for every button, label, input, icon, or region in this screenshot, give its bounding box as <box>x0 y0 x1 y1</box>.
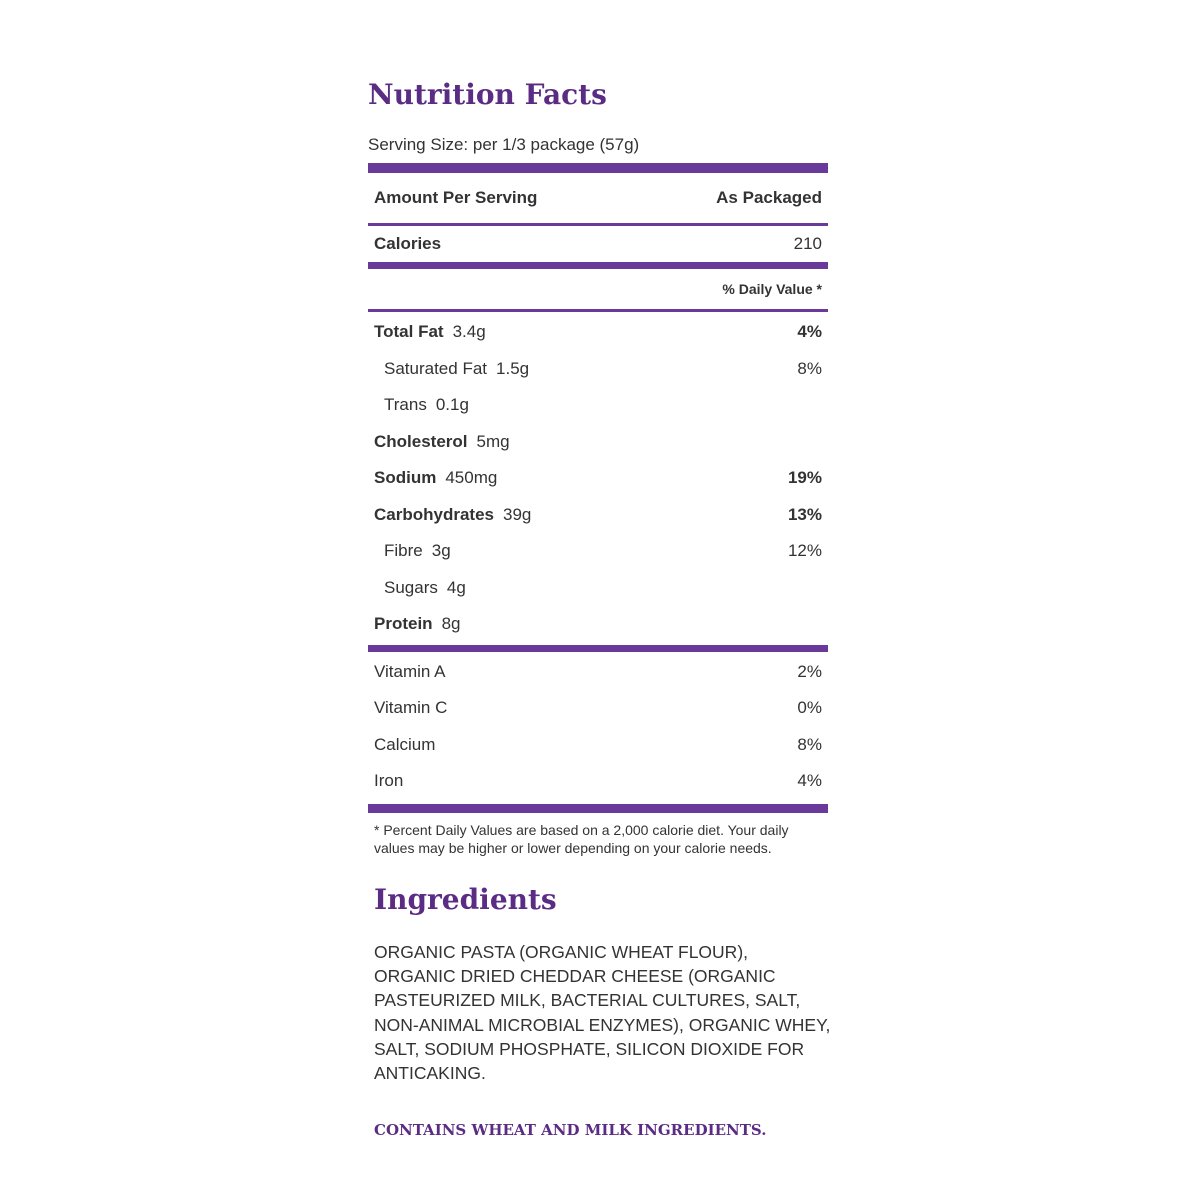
nutrient-amount: 0.1g <box>435 395 469 415</box>
nutrient-row-total-fat <box>368 314 828 351</box>
ingredients-title: Ingredients <box>374 883 557 916</box>
nutrient-label: Saturated Fat <box>384 358 488 378</box>
nutrient-dv: 8% <box>797 358 822 378</box>
nutrient-row-cholesterol <box>368 424 828 461</box>
nutrient-row-fibre <box>368 533 828 570</box>
vitamin-label: Iron <box>374 771 404 791</box>
nutrient-list <box>368 312 828 645</box>
amount-per-serving-label: Amount Per Serving <box>374 188 538 207</box>
vitamin-row-calcium <box>368 727 828 764</box>
divider-thick <box>368 645 828 652</box>
vitamin-label: Vitamin A <box>374 661 446 681</box>
divider-thick <box>368 262 828 269</box>
nutrient-amount: 4g <box>446 577 466 597</box>
nutrient-label: Trans <box>384 395 427 415</box>
calories-value: 210 <box>793 234 822 253</box>
nutrient-label: Total Fat <box>374 322 444 342</box>
nutrient-row-saturated-fat <box>368 351 828 388</box>
daily-value-header: % Daily Value * <box>722 281 822 297</box>
serving-size: Serving Size: per 1/3 package (57g) <box>368 135 640 154</box>
nutrient-amount: 5mg <box>476 431 510 451</box>
allergen-statement: CONTAINS WHEAT AND MILK INGREDIENTS. <box>374 1121 767 1140</box>
calories-row <box>368 226 828 262</box>
calories-label: Calories <box>374 234 442 253</box>
nutrition-facts-panel <box>368 78 828 857</box>
vitamin-dv: 2% <box>797 661 822 681</box>
vitamin-label: Vitamin C <box>374 698 448 718</box>
divider-thick <box>368 804 828 813</box>
vitamin-row-c <box>368 690 828 727</box>
daily-value-footnote: * Percent Daily Values are based on a 2,000 calorie diet. Your daily values may be higher or lower depending on your calorie needs. <box>374 821 789 856</box>
nutrient-amount: 1.5g <box>496 358 530 378</box>
nutrient-label: Sodium <box>374 468 437 488</box>
vitamin-dv: 8% <box>797 734 822 754</box>
nutrient-row-protein <box>368 606 828 643</box>
ingredients-text: ORGANIC PASTA (ORGANIC WHEAT FLOUR), ORGANIC DRIED CHEDDAR CHEESE (ORGANIC PASTEURIZED MILK, BACTERIAL CULTURES, SALT, NON-ANIMAL MICROBIAL ENZYMES), ORGANIC WHEY, SALT, SODIUM PHOSPHATE, SILICON DIOXIDE FOR ANTICAKING. <box>374 942 831 1084</box>
nutrient-label: Fibre <box>384 541 423 561</box>
nutrient-amount: 3.4g <box>452 322 486 342</box>
as-packaged-label: As Packaged <box>716 188 822 207</box>
nutrient-dv: 4% <box>797 322 822 342</box>
nutrient-label: Cholesterol <box>374 431 468 451</box>
vitamin-row-iron <box>368 763 828 800</box>
divider-thick <box>368 163 828 173</box>
nutrient-row-sugars <box>368 570 828 607</box>
nutrient-row-carbohydrates <box>368 497 828 534</box>
ingredients-section <box>374 882 834 1139</box>
nutrient-label: Protein <box>374 614 433 634</box>
nutrient-row-trans <box>368 387 828 424</box>
vitamin-row-a <box>368 654 828 691</box>
nutrient-dv: 19% <box>787 468 822 488</box>
vitamin-label: Calcium <box>374 734 436 754</box>
vitamin-dv: 4% <box>797 771 822 791</box>
nutrition-facts-title: Nutrition Facts <box>368 78 607 111</box>
nutrient-dv: 13% <box>787 504 822 524</box>
nutrient-amount: 450mg <box>445 468 498 488</box>
vitamin-list <box>368 652 828 800</box>
vitamin-dv: 0% <box>797 698 822 718</box>
nutrient-label: Carbohydrates <box>374 504 494 524</box>
amount-header-row <box>368 173 828 223</box>
nutrient-dv: 12% <box>787 541 822 561</box>
nutrient-row-sodium <box>368 460 828 497</box>
nutrient-label: Sugars <box>384 577 438 597</box>
nutrient-amount: 8g <box>441 614 461 634</box>
nutrient-amount: 3g <box>431 541 451 561</box>
nutrient-amount: 39g <box>502 504 532 524</box>
